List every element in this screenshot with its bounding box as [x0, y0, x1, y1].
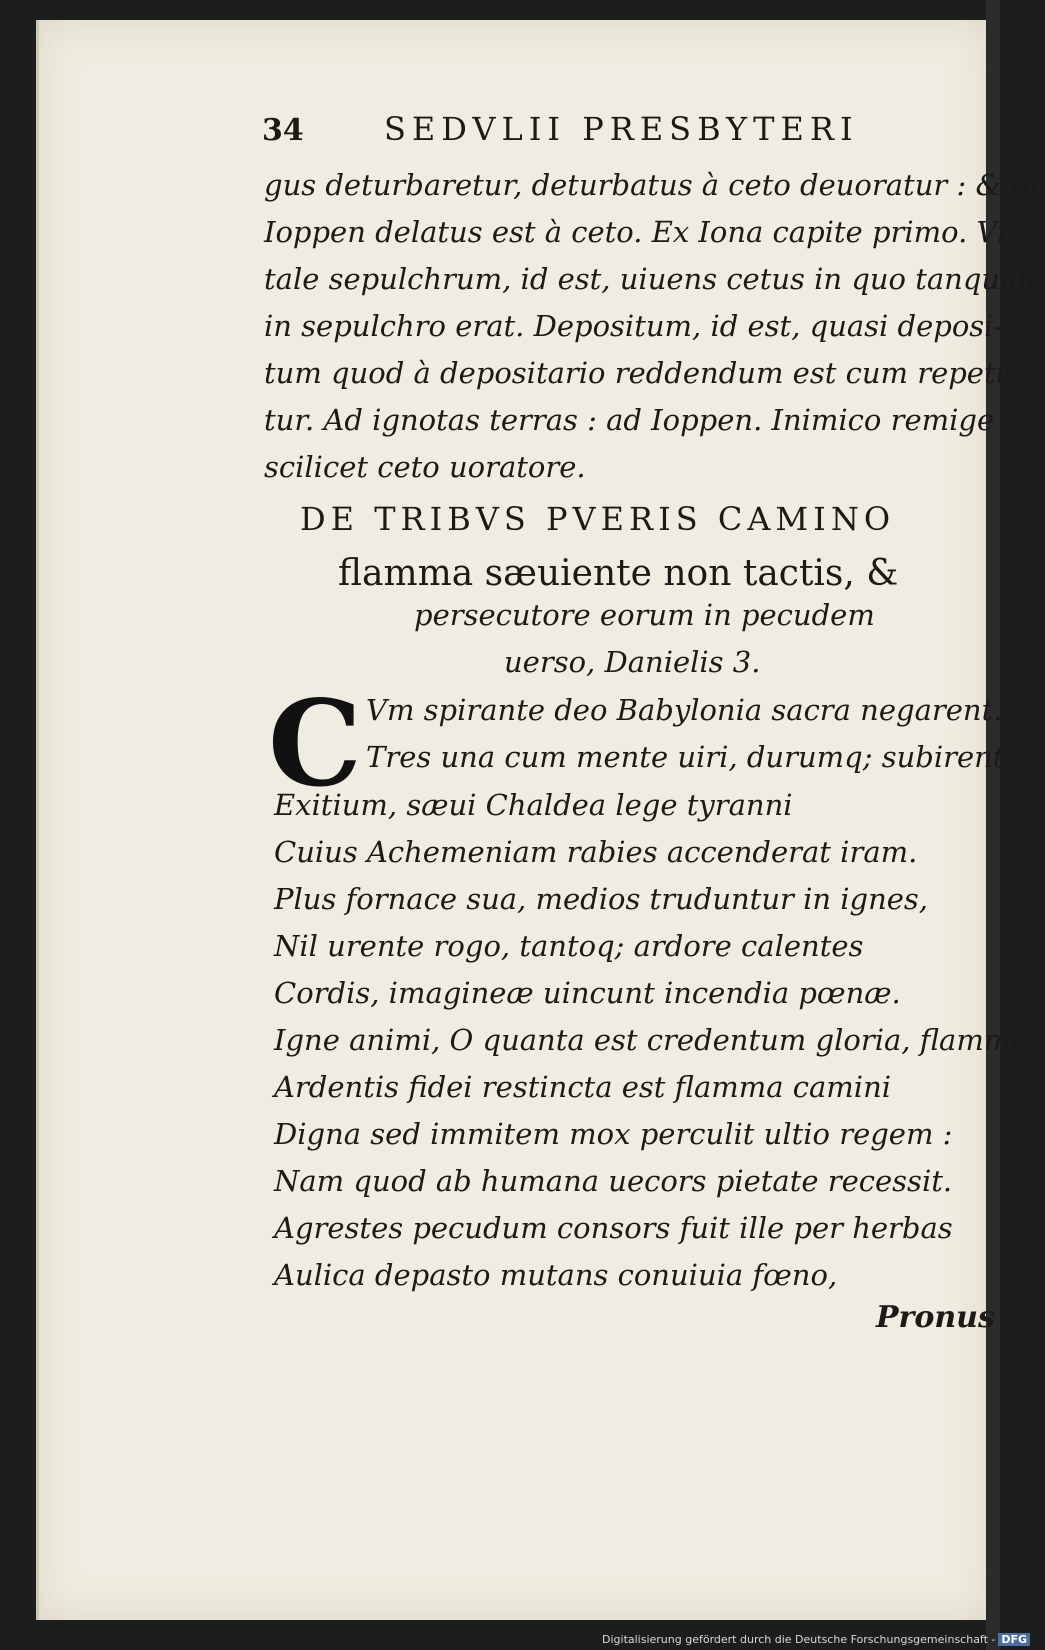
- verse-line: Nil urente rogo, tantoq; ardore calentes: [274, 929, 864, 963]
- page-number: 34: [262, 113, 304, 148]
- verse-line: Nam quod ab humana uecors pietate recessit.: [274, 1164, 953, 1198]
- verse-line: Aulica depasto mutans conuiuia fœno,: [274, 1258, 838, 1292]
- drop-cap: C: [268, 674, 362, 813]
- section-heading-line-2: flamma sæuiente non tactis, &: [338, 553, 899, 594]
- verse-line: Vm spirante deo Babylonia sacra negarent.: [366, 693, 1003, 727]
- section-heading: DE TRIBVS PVERIS CAMINO: [300, 500, 896, 538]
- section-heading-line-4: uerso, Danielis 3.: [504, 645, 761, 679]
- verse-line: Exitium, sæui Chaldea lege tyranni: [274, 788, 793, 822]
- footer-credit: [602, 1633, 1030, 1646]
- commentary-line: Ioppen delatus est à ceto. Ex Iona capite primo. Vi-: [264, 215, 1017, 249]
- verse-line: Plus fornace sua, medios truduntur in ignes,: [274, 882, 929, 916]
- section-heading-line-3: persecutore eorum in pecudem: [414, 598, 875, 632]
- verse-line: Tres una cum mente uiri, durumq; subirent: [366, 740, 1005, 774]
- verse-line: Ardentis fidei restincta est flamma camini: [274, 1070, 892, 1104]
- verse-line: Igne animi, O quanta est credentum gloria, flammis: [274, 1023, 1036, 1057]
- running-head: SEDVLII PRESBYTERI: [384, 110, 859, 148]
- verse-line: Cuius Achemeniam rabies accenderat iram.: [274, 835, 918, 869]
- catchword: Pronus: [876, 1300, 995, 1335]
- commentary-line: gus deturbaretur, deturbatus à ceto deuoratur : & in: [264, 168, 1039, 202]
- verse-line: Digna sed immitem mox perculit ultio regem :: [274, 1117, 953, 1151]
- verse-line: Cordis, imagineæ uincunt incendia pœnæ.: [274, 976, 901, 1010]
- dfg-logo: DFG: [998, 1633, 1030, 1646]
- commentary-line: tum quod à depositario reddendum est cum repeti-: [264, 356, 1015, 390]
- commentary-line: tale sepulchrum, id est, uiuens cetus in quo tanquàm: [264, 262, 1045, 296]
- verse-line: Agrestes pecudum consors fuit ille per herbas: [274, 1211, 953, 1245]
- footer-text: Digitalisierung gefördert durch die Deutsche Forschungsgemeinschaft -: [602, 1633, 996, 1646]
- commentary-line: in sepulchro erat. Depositum, id est, quasi deposi-: [264, 309, 1004, 343]
- commentary-line: scilicet ceto uoratore.: [264, 450, 586, 484]
- commentary-line: tur. Ad ignotas terras : ad Ioppen. Inimico remige: [264, 403, 995, 437]
